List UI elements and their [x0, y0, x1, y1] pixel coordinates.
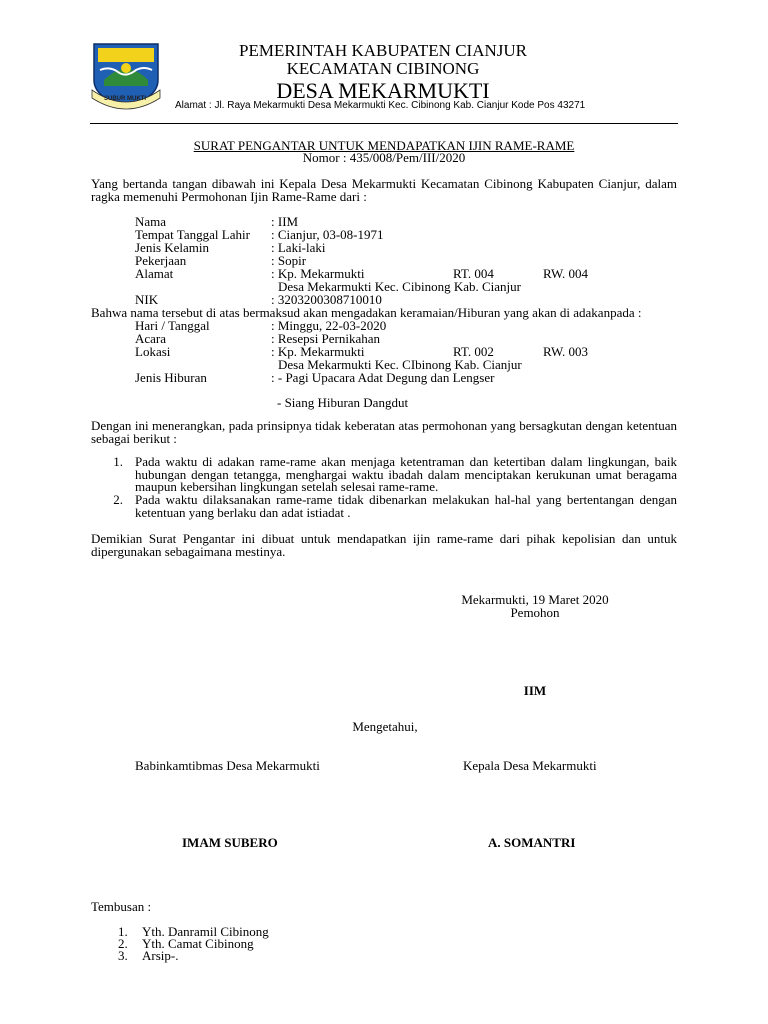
event-location-2: Desa Mekarmukti Kec. CIbinong Kab. Cianjur [278, 357, 522, 372]
pemohon-name: IIM [523, 683, 547, 698]
tembusan-label: Tembusan : [91, 899, 152, 914]
header-rule [90, 123, 678, 124]
applicant-rt: RT. 004 [453, 266, 494, 281]
header-line-1: PEMERINTAH KABUPATEN CIANJUR [239, 41, 527, 60]
village-logo [90, 40, 162, 110]
event-intro: Bahwa nama tersebut di atas bermaksud akan mengadakan keramaian/Hiburan yang akan di adakanpada : [91, 305, 642, 320]
logo-ribbon-text: SUBUR MUKTI [104, 96, 146, 102]
applicant-nik: : 3203200308710010 [271, 292, 382, 307]
header-line-2: KECAMATAN CIBINONG [286, 59, 480, 78]
right-signatory-title: Kepala Desa Mekarmukti [463, 758, 597, 773]
event-date: : Minggu, 22-03-2020 [271, 318, 387, 333]
event-entertainment-1: : - Pagi Upacara Adat Degung dan Lengser [271, 370, 495, 385]
applicant-address: : Kp. Mekarmukti [271, 266, 365, 281]
applicant-nik-label: NIK [135, 292, 159, 307]
applicant-job-label: Pekerjaan [135, 253, 187, 268]
right-signatory-name: A. SOMANTRI [488, 835, 576, 850]
applicant-job: : Sopir [271, 253, 307, 268]
tembusan-item: Yth. Camat Cibinong [142, 936, 254, 951]
event-location: : Kp. Mekarmukti [271, 344, 365, 359]
event-date-label: Hari / Tanggal [135, 318, 210, 333]
header-address: Alamat : Jl. Raya Mekarmukti Desa Mekarmukti Kec. Cibinong Kab. Cianjur Kode Pos 43271 [175, 100, 586, 111]
applicant-name: : IIM [271, 214, 299, 229]
applicant-ttl: : Cianjur, 03-08-1971 [271, 227, 384, 242]
event-rw: RW. 003 [543, 344, 589, 359]
left-signatory-title: Babinkamtibmas Desa Mekarmukti [135, 758, 320, 773]
tembusan-number: 1. [118, 924, 128, 939]
applicant-gender-label: Jenis Kelamin [135, 240, 210, 255]
closing-paragraph: Demikian Surat Pengantar ini dibuat untuk mendapatkan ijin rame-rame dari pihak kepolisian dan untuk dipergunakan sebagaimana mestinya. [91, 531, 677, 559]
letter-number: Nomor : 435/008/Pem/III/2020 [302, 150, 466, 165]
statement-paragraph: Dengan ini menerangkan, pada prinsipnya tidak keberatan atas permohonan yang bersagkutan dengan ketentuan sebagai berikut : [91, 418, 677, 446]
condition-number: 1. [113, 454, 123, 469]
intro-paragraph: Yang bertanda tangan dibawah ini Kepala Desa Mekarmukti Kecamatan Cibinong Kabupaten Cianjur, dalam ragka memenuhi Permohonan Ijin Rame-Rame dari : [91, 176, 677, 204]
mengetahui-label: Mengetahui, [352, 719, 418, 734]
event-type-label: Acara [135, 331, 167, 346]
event-entertainment-label: Jenis Hiburan [135, 370, 207, 385]
tembusan-number: 2. [118, 936, 128, 951]
applicant-name-label: Nama [135, 214, 167, 229]
applicant-gender: : Laki-laki [271, 240, 326, 255]
applicant-address-2: Desa Mekarmukti Kec. Cibinong Kab. Cianjur [278, 279, 521, 294]
event-entertainment-2: - Siang Hiburan Dangdut [277, 395, 409, 410]
tembusan-item: Arsip-. [142, 948, 179, 963]
header-line-3: DESA MEKARMUKTI [276, 78, 490, 103]
place-date: Mekarmukti, 19 Maret 2020 [461, 592, 609, 607]
event-type: : Resepsi Pernikahan [271, 331, 381, 346]
event-rt: RT. 002 [453, 344, 494, 359]
condition-number: 2. [113, 492, 123, 507]
condition-text: Pada waktu di adakan rame-rame akan menjaga ketentraman dan ketertiban dalam lingkungan, baik hubungan dengan tetangga, menghargai waktu ibadah dalam menciptakan kerukunan umat beragama maupun kebersihan lingkungan setelah selesai rame-rame. [135, 454, 677, 494]
condition-text: Pada waktu dilaksanakan rame-rame tidak dibenarkan melakukan hal-hal yang bertentangan dengan ketentuan yang berlaku dan adat istiadat . [135, 492, 677, 520]
applicant-address-label: Alamat [135, 266, 174, 281]
pemohon-label: Pemohon [510, 605, 560, 620]
left-signatory-name: IMAM SUBERO [182, 835, 278, 850]
applicant-ttl-label: Tempat Tanggal Lahir [135, 227, 250, 242]
letter-title: SURAT PENGANTAR UNTUK MENDAPATKAN IJIN RAME-RAME [193, 138, 575, 153]
event-location-label: Lokasi [135, 344, 171, 359]
applicant-rw: RW. 004 [543, 266, 589, 281]
tembusan-number: 3. [118, 948, 128, 963]
tembusan-item: Yth. Danramil Cibinong [142, 924, 269, 939]
